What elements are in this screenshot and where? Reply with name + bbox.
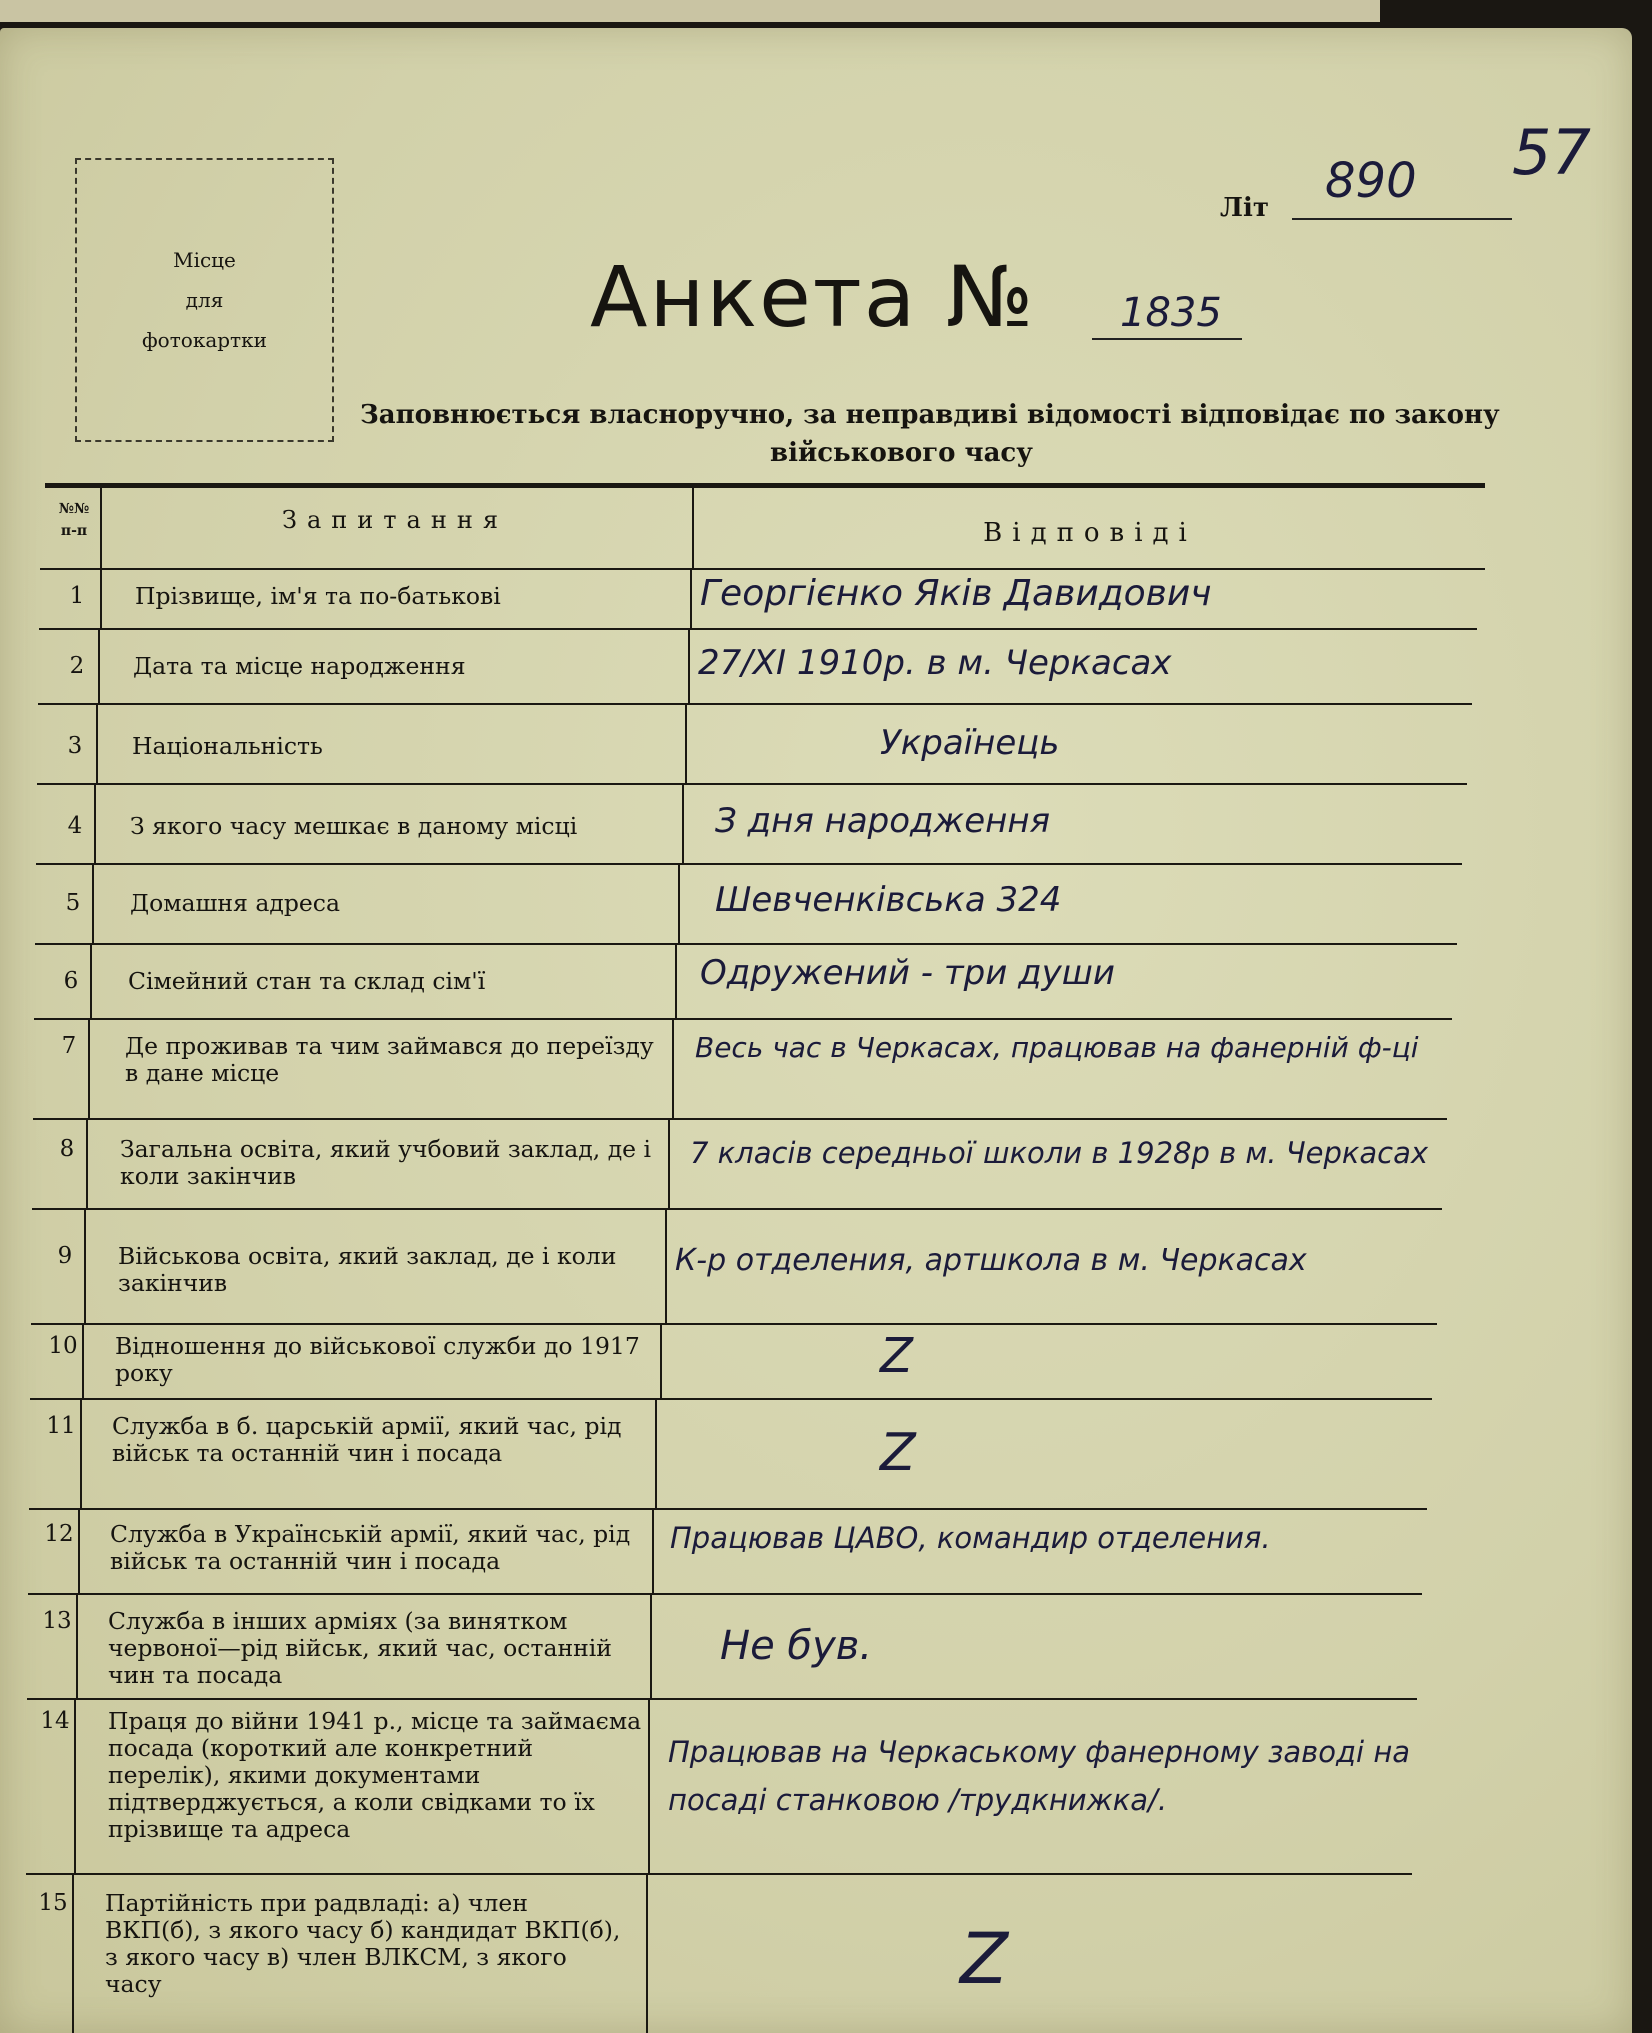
form-subtitle-line-1: Заповнюється власноручно, за неправдиві відомості відповідає по закону	[360, 400, 1500, 430]
row-answer: 27/XI 1910р. в м. Черкасах	[698, 643, 1172, 683]
row-number: 8	[59, 1136, 75, 1162]
row-answer-divider	[646, 1873, 648, 2033]
row-question: Військова освіта, який заклад, де і коли закінчив	[118, 1242, 617, 1297]
table-row-rule	[26, 1873, 1412, 1875]
row-question: Де проживав та чим займався до переїзду в дане місце	[125, 1032, 654, 1087]
column-header-question: Запитання	[282, 506, 508, 534]
row-number: 5	[65, 890, 81, 916]
form-title: Анкета №	[590, 248, 1036, 346]
row-answer-divider	[652, 1508, 654, 1593]
row-question: Дата та місце народження	[133, 652, 466, 680]
row-answer: Z	[880, 1423, 916, 1483]
row-answer-divider	[678, 863, 680, 943]
row-number: 15	[38, 1890, 68, 1916]
table-row-rule	[28, 1593, 1422, 1595]
table-row-rule	[40, 568, 1482, 570]
row-answer: К-р отделения, артшкола в м. Черкасах	[675, 1243, 1307, 1278]
row-question: Служба в б. царській армії, який час, рід військ та останній чин і посада	[112, 1412, 622, 1467]
row-answer-divider	[648, 1698, 650, 1873]
row-answer-divider	[655, 1398, 657, 1508]
row-answer: Українець	[880, 723, 1060, 763]
row-question: Домашня адреса	[130, 889, 340, 917]
lit-value: 890	[1325, 153, 1417, 209]
table-row-rule	[39, 628, 1477, 630]
row-question: Національність	[132, 732, 323, 760]
row-answer-divider	[685, 703, 687, 783]
row-answer-divider	[675, 943, 677, 1018]
row-question: З якого часу мешкає в даному місці	[130, 812, 578, 840]
table-row-rule	[33, 1118, 1447, 1120]
row-answer: Шевченківська 324	[715, 880, 1062, 920]
table-row-rule	[31, 1323, 1437, 1325]
column-header-number-line-1: №№	[58, 501, 90, 517]
row-answer: Працював ЦАВО, командир отделения.	[670, 1521, 1271, 1555]
table-row-rule	[35, 943, 1457, 945]
table-top-border	[45, 483, 1485, 488]
row-answer-divider	[672, 1018, 674, 1118]
row-answer-divider	[682, 783, 684, 863]
row-question: Сімейний стан та склад сім'ї	[128, 967, 486, 995]
row-number: 4	[67, 813, 83, 839]
lit-underline	[1292, 218, 1512, 220]
row-answer: Весь час в Черкасах, працював на фанерній ф-ці	[695, 1031, 1419, 1064]
row-number: 1	[69, 583, 85, 609]
row-answer: Z	[960, 1918, 1008, 2000]
table-row-rule	[32, 1208, 1442, 1210]
row-number: 14	[40, 1708, 70, 1734]
photo-label-line-2: для	[185, 288, 224, 312]
row-answer-divider	[690, 568, 692, 628]
table-row-rule	[30, 1398, 1432, 1400]
row-number: 6	[63, 968, 79, 994]
row-question: Служба в Українській армії, який час, рід військ та останній чин і посада	[110, 1520, 631, 1575]
row-answer: Не був.	[720, 1623, 873, 1669]
lit-label: Літ	[1220, 193, 1269, 223]
form-number-underline	[1092, 338, 1242, 340]
column-header-answer: Відповіді	[983, 518, 1197, 548]
row-answer-divider	[650, 1593, 652, 1698]
table-row-rule	[29, 1508, 1427, 1510]
form-subtitle-line-2: військового часу	[770, 438, 1033, 468]
table-row-rule	[38, 703, 1472, 705]
row-number: 2	[69, 653, 85, 679]
form-sheet	[0, 28, 1632, 2033]
sheet-number: 57	[1512, 116, 1591, 189]
row-answer-divider	[688, 628, 690, 703]
column-divider-answer	[692, 488, 694, 568]
row-number: 7	[61, 1033, 77, 1059]
row-number: 11	[46, 1413, 76, 1439]
row-question: Відношення до військової служби до 1917 року	[115, 1332, 640, 1387]
table-row-rule	[36, 863, 1462, 865]
form-number: 1835	[1120, 290, 1222, 336]
row-answer: 7 класів середньої школи в 1928р в м. Черкасах	[690, 1136, 1429, 1170]
row-answer-divider	[668, 1118, 670, 1208]
row-answer-divider	[665, 1208, 667, 1323]
row-number: 12	[44, 1521, 74, 1547]
row-question: Загальна освіта, який учбовий заклад, де і коли закінчив	[120, 1135, 652, 1190]
row-number: 9	[57, 1243, 73, 1269]
row-number: 3	[67, 733, 83, 759]
row-question: Праця до війни 1941 р., місце та займаєма посада (короткий але конкретний перелік), якими документами підтверджується, а коли свідками то їх прізвище та адреса	[108, 1707, 642, 1843]
photo-label-line-3: фотокартки	[142, 328, 267, 352]
row-number: 10	[48, 1333, 78, 1359]
table-row-rule	[34, 1018, 1452, 1020]
row-answer-divider	[660, 1323, 662, 1398]
row-question: Прізвище, ім'я та по-батькові	[135, 582, 501, 610]
row-number: 13	[42, 1608, 72, 1634]
column-divider-number	[100, 488, 102, 568]
row-answer: Працював на Черкаському фанерному заводі на посаді станковою /трудкнижка/.	[668, 1735, 1411, 1817]
row-question: Служба в інших арміях (за винятком червоної—рід військ, який час, останній чин та посада	[108, 1607, 612, 1689]
table-row-rule	[27, 1698, 1417, 1700]
column-header-number-line-2: п-п	[60, 523, 88, 539]
row-question: Партійність при радвладі: а) член ВКП(б), з якого часу б) кандидат ВКП(б), з якого часу в) член ВЛКСМ, з якого часу	[105, 1889, 621, 1998]
row-answer: З дня народження	[715, 801, 1051, 841]
row-answer: Одружений - три души	[700, 953, 1115, 993]
row-number-divider	[86, 1118, 88, 1208]
column-header-number	[48, 498, 100, 542]
row-answer: Z	[880, 1328, 913, 1384]
row-answer: Георгієнко Яків Давидович	[700, 573, 1212, 614]
photo-label-line-1: Місце	[173, 248, 236, 272]
photo-placeholder	[75, 158, 334, 442]
table-row-rule	[37, 783, 1467, 785]
background-edge	[0, 0, 1380, 22]
